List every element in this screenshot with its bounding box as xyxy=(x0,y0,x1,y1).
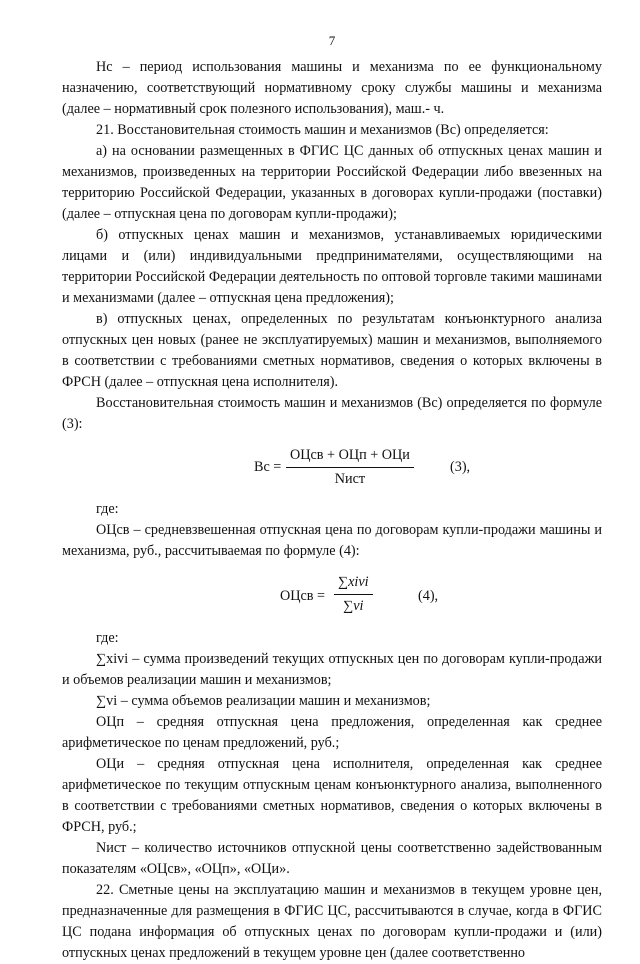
formula-3-fraction xyxy=(286,445,414,490)
paragraph-21b: б) отпускных ценах машин и механизмов, устанавливаемых юридическими лицами и (или) индивидуальными предпринимателями, осуществляющими на территории Российской Федерации деятельность по оптовой торговле такими машинами и механизмами (далее – отпускная цена предложения); xyxy=(62,227,602,306)
where-label-2: где: xyxy=(96,630,119,646)
page-number: 7 xyxy=(328,33,336,48)
formula-3-lhs: Вс = xyxy=(254,459,282,475)
formula-4-denominator: ∑vi xyxy=(343,598,364,614)
paragraph-sum-v: ∑vi – сумма объемов реализации машин и механизмов; xyxy=(96,693,431,709)
paragraph-oci: ОЦи – средняя отпускная цена исполнителя, определенная как среднее арифметическое по текущим отпускным ценам конъюнктурного анализа, выполненного в соответствии с требованиями сметных нормативов, сведения о которых включены в ФРСН, руб.; xyxy=(62,756,602,835)
formula-4-lhs: ОЦсв = xyxy=(280,588,326,604)
paragraph-nist: Nист – количество источников отпускной цены соответственно задействованным показателям «ОЦсв», «ОЦп», «ОЦи». xyxy=(62,840,602,877)
paragraph-21: 21. Восстановительная стоимость машин и механизмов (Вс) определяется: xyxy=(96,122,549,138)
formula-4 xyxy=(62,562,602,628)
formula-4-fraction xyxy=(334,572,373,617)
formula-3-denominator: Nист xyxy=(334,471,366,487)
paragraph-ocsv: ОЦсв – средневзвешенная отпускная цена по договорам купли-продажи машины и механизма, руб., рассчитываемая по формуле (4): xyxy=(62,522,602,559)
formula-4-numerator: ∑xivi xyxy=(334,572,373,595)
paragraph-21c: в) отпускных ценах, определенных по результатам конъюнктурного анализа отпускных цен новых (ранее не эксплуатируемых) машин и механизмов, выполняемого в соответствии с требованиями сметных нормативов, сведения о которых включены в ФРСН (далее – отпускная цена исполнителя). xyxy=(62,311,602,390)
document-page xyxy=(62,30,602,964)
paragraph-nc-definition: Нс – период использования машины и механизма по ее функциональному назначению, соответствующий нормативному сроку службы машины и механизма (далее – нормативный срок полезного использования), маш.- ч. xyxy=(62,59,602,117)
formula-3-numerator: ОЦсв + ОЦп + ОЦи xyxy=(286,445,414,468)
paragraph-21a: а) на основании размещенных в ФГИС ЦС данных об отпускных ценах машин и механизмов, произведенных на территории Российской Федерации либо ввезенных на территорию Российской Федерации, указанных в договорах купли-продажи (поставки) (далее – отпускная цена по договорам купли-продажи); xyxy=(62,143,602,222)
paragraph-formula3-intro: Восстановительная стоимость машин и механизмов (Вс) определяется по формуле (3): xyxy=(62,395,602,432)
paragraph-ocp: ОЦп – средняя отпускная цена предложения, определенная как среднее арифметическое по ценам предложений, руб.; xyxy=(62,714,602,751)
formula-4-number: (4), xyxy=(418,588,439,604)
paragraph-22: 22. Сметные цены на эксплуатацию машин и механизмов в текущем уровне цен, предназначенные для размещения в ФГИС ЦС, рассчитываются в случае, когда в ФГИС ЦС подана информация об отпускных ценах по договорам купли-продажи и (или) отпускных ценах предложений в текущем уровне цен (далее соответственно xyxy=(62,882,602,961)
formula-3-number: (3), xyxy=(450,459,471,475)
where-label-1: где: xyxy=(96,501,119,517)
formula-3 xyxy=(62,435,602,499)
paragraph-sum-xv: ∑xivi – сумма произведений текущих отпускных цен по договорам купли-продажи и объемов реализации машин и механизмов; xyxy=(62,651,602,688)
